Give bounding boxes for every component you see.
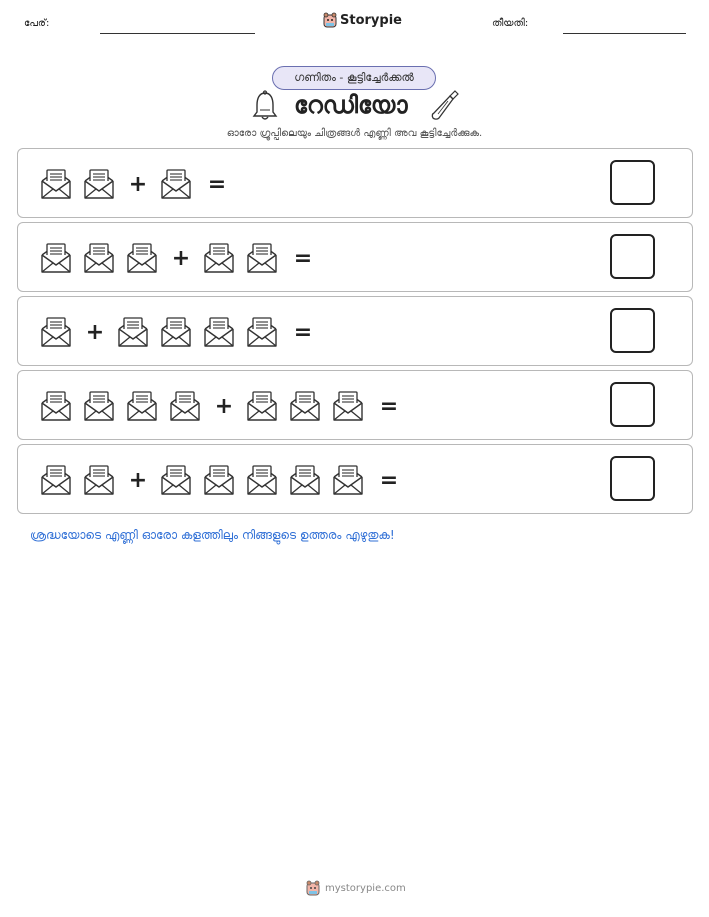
equals-sign: =	[379, 467, 399, 493]
problem-row	[17, 222, 693, 292]
envelope-letter-icon	[81, 388, 117, 424]
problem-list	[17, 148, 693, 518]
equation	[38, 297, 321, 367]
envelope-letter-icon	[38, 166, 74, 202]
envelope-letter-icon	[330, 388, 366, 424]
bell-icon	[250, 90, 280, 122]
equation	[38, 223, 321, 293]
envelope-letter-icon	[244, 388, 280, 424]
problem-row	[17, 296, 693, 366]
storypie-mascot-icon	[323, 12, 337, 28]
envelope-letter-icon	[330, 462, 366, 498]
equation	[38, 371, 407, 441]
plus-sign: +	[214, 393, 234, 419]
brand-name: Storypie	[340, 12, 402, 28]
envelope-letter-icon	[244, 314, 280, 350]
envelope-letter-icon	[38, 314, 74, 350]
equation	[38, 445, 407, 515]
envelope-letter-icon	[158, 314, 194, 350]
envelope-letter-icon	[81, 240, 117, 276]
plus-sign: +	[171, 245, 191, 271]
answer-box[interactable]	[610, 234, 655, 279]
title-row	[250, 88, 466, 126]
envelope-letter-icon	[38, 240, 74, 276]
equation	[38, 149, 235, 219]
envelope-letter-icon	[38, 388, 74, 424]
site-footer	[306, 880, 406, 896]
answer-box[interactable]	[610, 308, 655, 353]
name-label: പേര്:	[24, 18, 50, 29]
envelope-letter-icon	[38, 462, 74, 498]
envelope-letter-icon	[124, 388, 160, 424]
problem-row	[17, 370, 693, 440]
envelope-letter-icon	[158, 166, 194, 202]
topic-badge: ഗണിതം - കൂട്ടിച്ചേർക്കൽ	[272, 66, 436, 90]
envelope-letter-icon	[287, 388, 323, 424]
plus-sign: +	[85, 319, 105, 345]
page-title: റേഡിയോ	[294, 91, 408, 119]
site-url: mystorypie.com	[325, 882, 406, 894]
envelope-letter-icon	[81, 462, 117, 498]
date-field[interactable]	[563, 33, 686, 34]
brand-logo	[323, 12, 402, 28]
equals-sign: =	[293, 245, 313, 271]
plus-sign: +	[128, 171, 148, 197]
problem-row	[17, 148, 693, 218]
answer-box[interactable]	[610, 456, 655, 501]
equals-sign: =	[207, 171, 227, 197]
envelope-letter-icon	[167, 388, 203, 424]
problem-row	[17, 444, 693, 514]
envelope-letter-icon	[158, 462, 194, 498]
equals-sign: =	[293, 319, 313, 345]
storypie-mascot-icon	[306, 880, 320, 896]
envelope-letter-icon	[244, 240, 280, 276]
equals-sign: =	[379, 393, 399, 419]
envelope-letter-icon	[244, 462, 280, 498]
footer-note: ശ്രദ്ധയോടെ എണ്ണി ഓരോ കളത്തിലും നിങ്ങളുടെ ഉത്തരം എഴുതുക!	[30, 528, 395, 542]
envelope-letter-icon	[81, 166, 117, 202]
plus-sign: +	[128, 467, 148, 493]
cricket-bat-icon	[430, 88, 462, 122]
instruction-text: ഓരോ ഗ്രൂപ്പിലെയും ചിത്രങ്ങൾ എണ്ണി അവ കൂട്ടിച്ചേർക്കുക.	[226, 128, 483, 139]
answer-box[interactable]	[610, 382, 655, 427]
envelope-letter-icon	[124, 240, 160, 276]
envelope-letter-icon	[287, 462, 323, 498]
envelope-letter-icon	[201, 314, 237, 350]
envelope-letter-icon	[115, 314, 151, 350]
answer-box[interactable]	[610, 160, 655, 205]
name-field[interactable]	[100, 33, 255, 34]
envelope-letter-icon	[201, 240, 237, 276]
date-label: തീയതി:	[492, 18, 529, 29]
envelope-letter-icon	[201, 462, 237, 498]
